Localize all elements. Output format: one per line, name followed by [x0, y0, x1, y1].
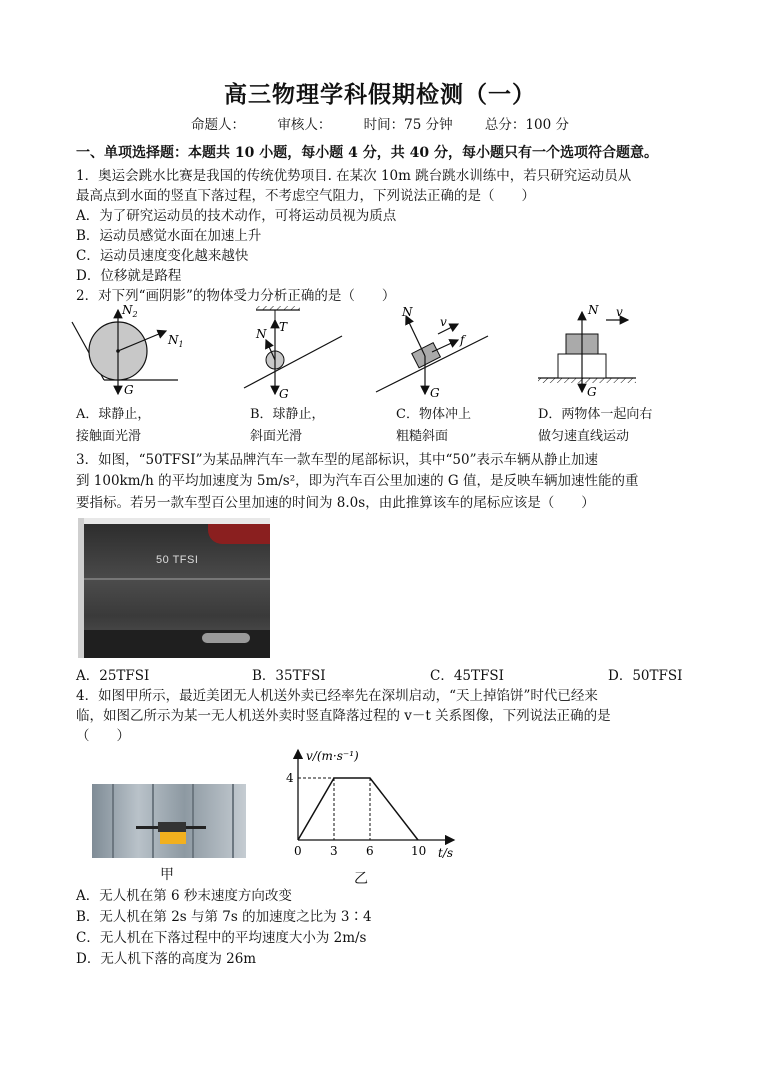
- q3-option-a: A．25TFSI: [76, 668, 150, 684]
- diagram-c: [376, 305, 488, 400]
- q4-stem-line3: （ ）: [76, 728, 130, 744]
- label-n2: $N_2$: [122, 303, 138, 319]
- q2-caption-d-line1: D．两物体一起向右: [538, 407, 653, 422]
- label-n1: $N_1$: [168, 333, 184, 349]
- diagram-d: [538, 303, 636, 399]
- diagram-b: [244, 306, 342, 401]
- q2-caption-c-line1: C．物体冲上: [396, 407, 471, 422]
- q2-caption-b-line1: B．球静止，: [250, 407, 325, 422]
- setter-label: 命题人：: [191, 117, 246, 133]
- vt-chart: [278, 744, 478, 864]
- q1-option-c: C．运动员速度变化越来越快: [76, 248, 249, 264]
- diagram-a: [72, 303, 184, 397]
- q4-stem-line1: 4．如图甲所示，最近美团无人机送外卖已经率先在深圳启动，“天上掉馅饼”时代已经来: [76, 688, 598, 704]
- label-v-c: v: [440, 315, 447, 329]
- car-photo: [78, 518, 270, 658]
- drone-photo: [92, 784, 246, 858]
- q4-option-c: C．无人机在下落过程中的平均速度大小为 2m/s: [76, 930, 367, 946]
- x-tick-label: 0: [294, 844, 302, 858]
- q1-option-a: A．为了研究运动员的技术动作，可将运动员视为质点: [76, 208, 397, 224]
- label-n-c: N: [402, 305, 413, 319]
- exam-meta: [0, 113, 760, 133]
- q4-option-b: B．无人机在第 2s 与第 7s 的加速度之比为 3∶4: [76, 909, 372, 925]
- label-n-b: N: [256, 327, 267, 341]
- time-label: 时间：75 分钟: [363, 117, 453, 133]
- q2-caption-d-line2: 做匀速直线运动: [538, 429, 630, 444]
- q2-force-diagrams: [60, 300, 710, 405]
- q3-stem-line1: 3．如图，“50TFSI”为某品牌汽车一款车型的尾部标识，其中“50”表示车辆从静止加速: [76, 452, 599, 468]
- x-axis-label: t/s: [438, 846, 454, 860]
- score-label: 总分：100 分: [484, 117, 569, 133]
- x-tick-label: 10: [411, 844, 427, 858]
- q3-option-c: C．45TFSI: [430, 668, 504, 684]
- x-tick-label: 6: [366, 844, 374, 858]
- q4-option-d: D．无人机下落的高度为 26m: [76, 951, 257, 967]
- page-title: 高三物理学科假期检测（一）: [224, 81, 536, 108]
- label-g-d: G: [587, 385, 597, 399]
- label-g-a: G: [124, 383, 134, 397]
- label-g-c: G: [430, 386, 440, 400]
- q2-caption-a-line2: 接触面光滑: [76, 429, 142, 444]
- figure-label-jia: 甲: [160, 867, 174, 883]
- q3-stem-line3: 要指标。若另一款车型百公里加速的时间为 8.0s，由此推算该车的尾标应该是（ ）: [76, 495, 595, 511]
- figure-label-yi: 乙: [354, 871, 368, 887]
- label-g-b: G: [279, 387, 289, 401]
- q2-caption-a-line1: A．球静止，: [76, 407, 151, 422]
- q1-option-d: D．位移就是路程: [76, 268, 182, 284]
- q2-caption-a: [76, 404, 150, 448]
- q2-caption-d: [538, 404, 652, 448]
- label-t: T: [279, 320, 288, 334]
- q3-option-d: D．50TFSI: [608, 668, 683, 684]
- q2-caption-b: [250, 404, 325, 448]
- q2-caption-b-line2: 斜面光滑: [250, 429, 303, 444]
- q1-option-b: B．运动员感觉水面在加速上升: [76, 228, 262, 244]
- q3-stem-line2: 到 100km/h 的平均加速度为 5m/s²，即为汽车百公里加速的 G 值，是反映车辆加速性能的重: [76, 473, 639, 489]
- car-badge: 50 TFSI: [156, 554, 199, 566]
- label-v-d: v: [616, 305, 623, 319]
- q2-caption-c-line2: 粗糙斜面: [396, 429, 449, 444]
- x-tick-label: 3: [330, 844, 338, 858]
- series-line: [298, 778, 418, 840]
- q1-stem-line1: 1．奥运会跳水比赛是我国的传统优势项目. 在某次 10m 跳台跳水训练中，若只研究运动员从: [76, 168, 632, 184]
- q3-option-b: B．35TFSI: [252, 668, 326, 684]
- y-axis-label: v/(m·s⁻¹): [306, 749, 359, 763]
- label-n-d: N: [588, 303, 599, 317]
- q4-option-a: A．无人机在第 6 秒末速度方向改变: [76, 888, 292, 904]
- q1-stem-line2: 最高点到水面的竖直下落过程，不考虑空气阻力，下列说法正确的是（ ）: [76, 188, 535, 204]
- y-tick-label: 4: [286, 771, 294, 785]
- q2-stem: 2．对下列“画阴影”的物体受力分析正确的是（ ）: [76, 288, 396, 304]
- label-f: f: [460, 333, 465, 347]
- q4-stem-line2: 临，如图乙所示为某一无人机送外卖时竖直降落过程的 v－t 关系图像，下列说法正确的是: [76, 708, 611, 724]
- q2-caption-c: [396, 404, 471, 448]
- reviewer-label: 审核人：: [277, 117, 332, 133]
- section-heading: 一、单项选择题：本题共 10 小题，每小题 4 分，共 40 分，每小题只有一个选项符合题意。: [76, 145, 658, 161]
